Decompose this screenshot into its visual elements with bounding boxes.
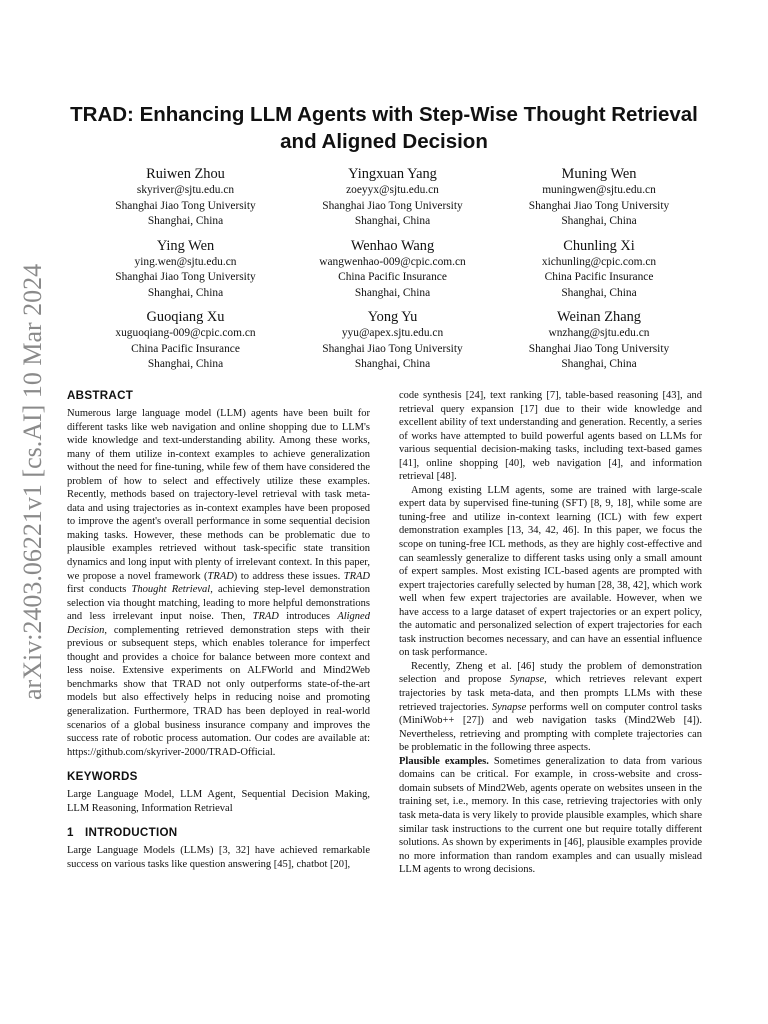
author-name: Ruiwen Zhou — [146, 166, 225, 182]
author-email: xichunling@cpic.com.cn — [541, 255, 657, 268]
author-location: Shanghai, China — [561, 358, 637, 370]
author-entry — [289, 237, 496, 302]
author-email: zoeyyx@sjtu.edu.cn — [346, 184, 439, 196]
author-name: Yingxuan Yang — [348, 166, 437, 182]
author-email: ying.wen@sjtu.edu.cn — [134, 255, 237, 268]
author-entry — [82, 165, 289, 230]
author-affiliation: Shanghai Jiao Tong University — [115, 199, 256, 212]
author-location: Shanghai, China — [561, 286, 637, 299]
author-location: Shanghai, China — [561, 215, 637, 227]
author-email: xuguoqiang-009@cpic.com.cn — [115, 327, 256, 339]
author-affiliation: China Pacific Insurance — [544, 271, 654, 283]
author-affiliation: Shanghai Jiao Tong University — [322, 342, 463, 355]
left-column — [67, 389, 370, 871]
arxiv-stamp: arXiv:2403.06221v1 [cs.AI] 10 Mar 2024 — [18, 263, 47, 700]
author-email: skyriver@sjtu.edu.cn — [136, 184, 235, 196]
author-email: wangwenhao-009@cpic.com.cn — [319, 255, 466, 268]
author-entry — [496, 237, 702, 302]
plausible-examples-paragraph: Plausible examples. Sometimes generalization to data from various domains can be critical. For example, in cross-website and cross-domain subsets of Mind2Web, agents operate on websites unseen in the training set, i.e., memory. In this case, retrieving trajectories with only task meta-data is very likely to provide plausible examples, which share similar task instructions to the current one but require totally different solutions. As shown by experiments in [46], plausible examples provide no more information than random examples and can usually mislead LLM agents to wrong decisions. — [399, 755, 702, 876]
author-entry — [289, 165, 496, 230]
keywords-text: Large Language Model, LLM Agent, Sequential Decision Making, LLM Reasoning, Information Retrieval — [67, 789, 370, 814]
author-affiliation: China Pacific Insurance — [338, 271, 447, 283]
author-location: Shanghai, China — [354, 358, 431, 370]
author-affiliation: Shanghai Jiao Tong University — [528, 342, 670, 355]
author-affiliation: Shanghai Jiao Tong University — [322, 199, 463, 212]
right-column — [399, 389, 702, 877]
intro-paragraph-2: Among existing LLM agents, some are trained with large-scale expert data by supervised fine-tuning (SFT) [8, 9, 18], while some are tuning-free and utilize in-context learning (ICL) with few expert demonstration examples [13, 34, 42, 46]. In this paper, we focus the scope on tuning-free ICL methods, as they are highly cost-effective and can seamlessly generalize to different tasks using only a small amount of expert samples. Most existing ICL-based agents are prompted with expert trajectories carefully selected by human [28, 38, 42], which work well when few expert trajectories are available. However, when we have access to a large dataset of expert trajectories or an expert policy, the automatic and personalized selection of expert trajectories for each task instruction becomes necessary, and can have an essential influence on task performance. — [399, 484, 702, 659]
author-entry — [82, 237, 289, 302]
author-entry — [82, 308, 289, 373]
author-email: yyu@apex.sjtu.edu.cn — [341, 327, 444, 339]
plausible-examples-heading: Plausible examples. — [399, 755, 489, 767]
paper-title: TRAD: Enhancing LLM Agents with Step-Wise Thought Retrieval and Aligned Decision — [70, 103, 698, 153]
author-name: Ying Wen — [156, 237, 215, 254]
author-name: Weinan Zhang — [557, 309, 641, 325]
intro-paragraph-3: Recently, Zheng et al. [46] study the problem of demonstration selection and propose Synapse, which retrieves relevant expert trajectories by task meta-data, and then prompts LLMs with these retrieved trajectories. Synapse performs well on computer control tasks (MiniWob++ [27]) and web navigation tasks (Mind2Web [4]). Nevertheless, retrieving and prompting with complete trajectories can be problematic in the following three aspects. — [399, 660, 702, 754]
author-location: Shanghai, China — [147, 215, 224, 227]
intro-paragraph-continued: code synthesis [24], text ranking [7], table-based reasoning [43], and retrieval query expansion [17] due to their wide knowledge and excellent ability of text understanding and generation. Recently, a series of works have attempted to build powerful agents based on LLMs for various sequential decision-making tasks, including text-based games [41], online shopping [40], web navigation [4], and information retrieval [48]. — [399, 390, 702, 483]
author-location: Shanghai, China — [354, 286, 431, 299]
author-entry — [496, 308, 702, 373]
intro-heading: 1 INTRODUCTION — [67, 826, 178, 840]
author-name: Guoqiang Xu — [146, 309, 225, 325]
author-name: Muning Wen — [561, 166, 637, 182]
abstract-heading: ABSTRACT — [67, 389, 134, 402]
author-affiliation: China Pacific Insurance — [131, 342, 240, 355]
author-location: Shanghai, China — [354, 215, 431, 227]
author-email: muningwen@sjtu.edu.cn — [542, 184, 656, 196]
author-name: Yong Yu — [367, 309, 418, 325]
author-name: Wenhao Wang — [350, 237, 435, 254]
author-affiliation: Shanghai Jiao Tong University — [115, 271, 256, 283]
author-entry — [496, 165, 702, 230]
author-entry — [289, 308, 496, 373]
author-location: Shanghai, China — [147, 358, 224, 370]
intro-paragraph-start: Large Language Models (LLMs) [3, 32] have achieved remarkable success on various tasks like question answering [45], chatbot [20], — [67, 845, 370, 870]
author-affiliation: Shanghai Jiao Tong University — [528, 199, 670, 212]
author-name: Chunling Xi — [563, 237, 635, 254]
keywords-heading: KEYWORDS — [67, 770, 138, 784]
author-location: Shanghai, China — [147, 286, 224, 299]
author-block — [82, 165, 702, 373]
author-email: wnzhang@sjtu.edu.cn — [548, 327, 650, 339]
abstract-text: Numerous large language model (LLM) agents have been built for different tasks like web navigation and online shopping due to LLM's wide knowledge and text-understanding ability. Among these works, many of them utilize in-context examples to achieve generalization without the need for fine-tuning, while few of them have considered the problem of how to select and effectively utilize these examples. Recently, methods based on trajectory-level retrieval with task meta-data and using trajectories as in-context examples have been proposed to improve the agent's overall performance in some sequential decision making tasks. However, these methods can be problematic due to plausible examples retrieved without task-specific state transition dynamics and long input with plenty of irrelevant context. In this paper, we propose a novel framework (TRAD) to address these issues. TRAD first conducts Thought Retrieval, achieving step-level demonstration selection via thought matching, leading to more helpful demonstrations and less irrelevant input noise. Then, TRAD introduces Aligned Decision, complementing retrieved demonstration steps with their previous or subsequent steps, which enables tolerance for imperfect thought and provides a choice for balance between more context and less noise. Extensive experiments on ALFWorld and Mind2Web benchmarks show that TRAD not only outperforms state-of-the-art models but also effectively helps in reducing noise and promoting generalization. Furthermore, TRAD has been deployed in real-world scenarios of a global business insurance company and improves the success rate of robotic process automation. Our codes are available at: https://github.com/skyriver-2000/TRAD-Official. — [67, 408, 370, 758]
